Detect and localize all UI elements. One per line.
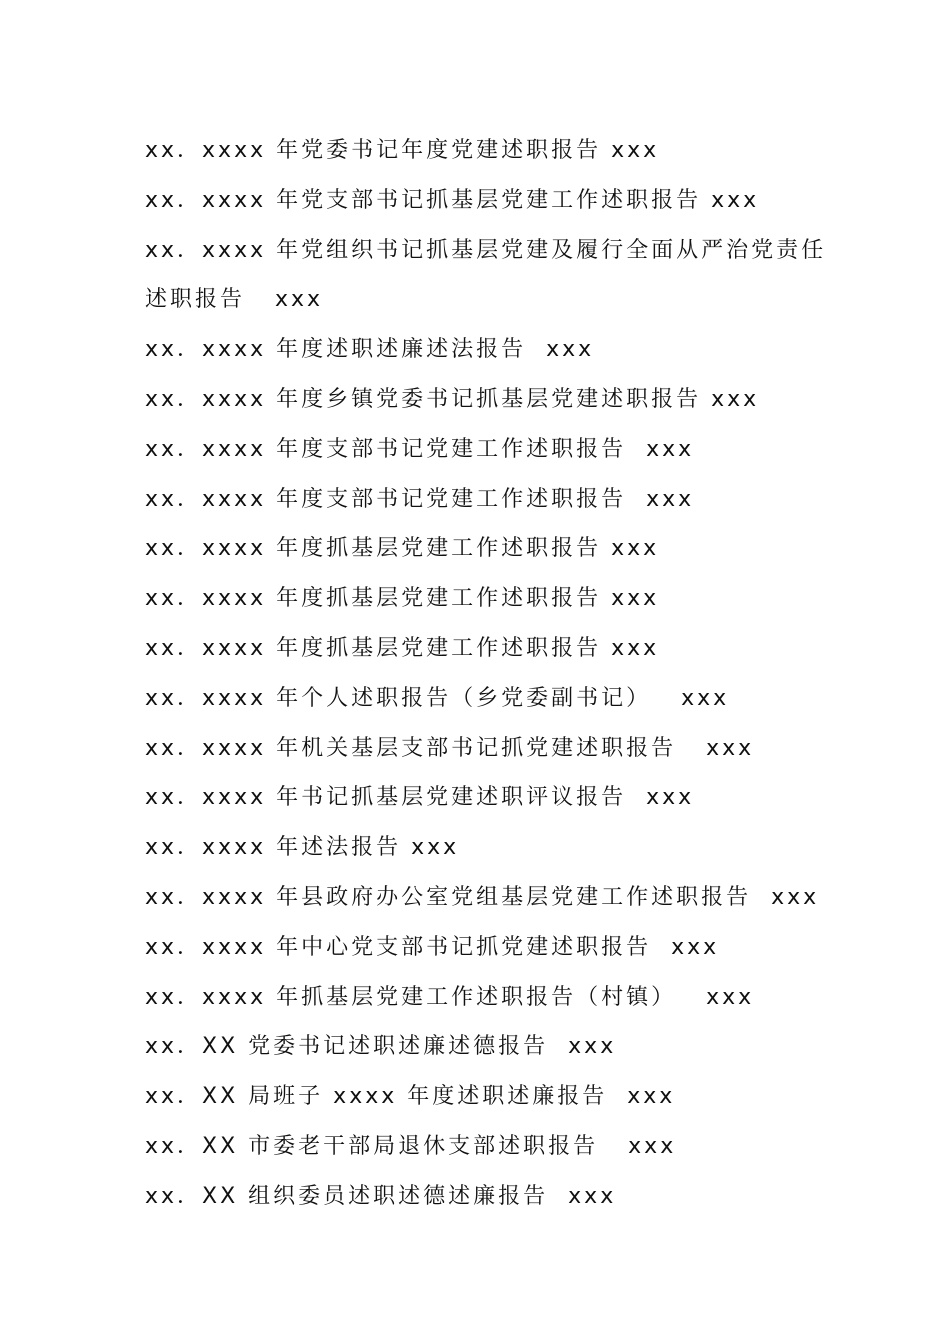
list-item: xx．xxxx 年度抓基层党建工作述职报告 xxx [145, 635, 660, 661]
report-list [145, 126, 825, 1222]
list-item: xx．xxxx 年度支部书记党建工作述职报告 xxx [145, 436, 695, 462]
list-item: xx．XX 市委老干部局退休支部述职报告 xxx [145, 1133, 677, 1159]
list-item: xx．xxxx 年机关基层支部书记抓党建述职报告 xxx [145, 735, 755, 761]
list-item: xx．xxxx 年中心党支部书记抓党建述职报告 xxx [145, 934, 720, 960]
list-item: xx．xxxx 年县政府办公室党组基层党建工作述职报告 xxx [145, 884, 820, 910]
list-item: xx．xxxx 年度支部书记党建工作述职报告 xxx [145, 486, 695, 512]
list-item: xx．XX 党委书记述职述廉述德报告 xxx [145, 1034, 617, 1060]
list-item: xx．xxxx 年党支部书记抓基层党建工作述职报告 xxx [145, 187, 760, 213]
list-item: xx．XX 局班子 xxxx 年度述职述廉报告 xxx [145, 1084, 676, 1110]
list-item: xx．xxxx 年抓基层党建工作述职报告（村镇） xxx [145, 984, 755, 1010]
list-item: xx．xxxx 年党组织书记抓基层党建及履行全面从严治党责任 [145, 237, 827, 263]
list-item: xx．xxxx 年党委书记年度党建述职报告 xxx [145, 138, 660, 163]
list-item: xx．xxxx 年述法报告 xxx [145, 835, 460, 861]
list-item: xx．xxxx 年书记抓基层党建述职评议报告 xxx [145, 785, 695, 811]
list-item-continuation: 述职报告 xxx [145, 287, 324, 313]
list-item: xx．xxxx 年度抓基层党建工作述职报告 xxx [145, 586, 660, 612]
list-item: xx．XX 组织委员述职述德述廉报告 xxx [145, 1183, 617, 1209]
list-item: xx．xxxx 年度述职述廉述法报告 xxx [145, 337, 595, 363]
list-item: xx．xxxx 年个人述职报告（乡党委副书记） xxx [145, 685, 730, 711]
list-item: xx．xxxx 年度乡镇党委书记抓基层党建述职报告 xxx [145, 386, 760, 412]
list-item: xx．xxxx 年度抓基层党建工作述职报告 xxx [145, 536, 660, 562]
